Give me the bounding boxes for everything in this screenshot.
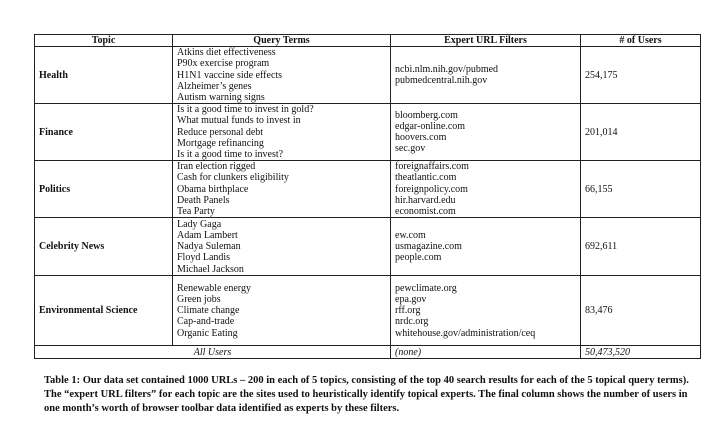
- url-filters-cell: [391, 218, 581, 276]
- users-count-cell: 692,611: [581, 218, 701, 276]
- url-filter: whitehouse.gov/administration/ceq: [395, 327, 536, 339]
- users-count-cell: 66,155: [581, 161, 701, 218]
- url-filter: hir.harvard.edu: [395, 194, 456, 206]
- query-term: Organic Eating: [177, 327, 238, 339]
- url-filter: pewclimate.org: [395, 282, 457, 294]
- url-filter: ncbi.nlm.nih.gov/pubmed: [395, 64, 499, 75]
- query-term: Climate change: [177, 305, 240, 317]
- query-term: Adam Lambert: [177, 229, 238, 241]
- query-terms-cell: [173, 161, 391, 218]
- url-filter: nrdc.org: [395, 316, 429, 328]
- query-term: Floyd Landis: [177, 252, 231, 264]
- topic-cell: Health: [35, 47, 173, 104]
- url-filter: people.com: [395, 252, 442, 264]
- query-term: Michael Jackson: [177, 263, 244, 275]
- url-filter: epa.gov: [395, 293, 427, 305]
- query-term: Mortgage refinancing: [177, 137, 264, 149]
- data-table-container: [34, 34, 700, 359]
- topic-cell: Politics: [35, 161, 173, 218]
- query-term: What mutual funds to invest in: [177, 115, 301, 127]
- table-row: [35, 161, 701, 218]
- query-term: Reduce personal debt: [177, 126, 264, 138]
- url-filters-cell: [391, 276, 581, 346]
- users-count-cell: 254,175: [581, 47, 701, 104]
- query-term: Autism warning signs: [177, 92, 265, 104]
- query-terms-cell: [173, 276, 391, 346]
- header-expert-url-filters: Expert URL Filters: [391, 35, 581, 47]
- query-term: Is it a good time to invest in gold?: [177, 104, 314, 116]
- query-term: Atkins diet effectiveness: [177, 47, 276, 59]
- users-count-cell: 83,476: [581, 276, 701, 346]
- header-num-users: # of Users: [581, 35, 701, 47]
- topic-cell: Finance: [35, 104, 173, 161]
- query-term: Obama birthplace: [177, 183, 249, 195]
- query-term: H1N1 vaccine side effects: [177, 69, 283, 81]
- all-users-count: 50,473,520: [581, 346, 701, 359]
- all-users-label: All Users: [35, 346, 391, 359]
- url-filters-cell: [391, 104, 581, 161]
- query-term: Alzheimer’s genes: [177, 80, 252, 92]
- query-term: P90x exercise program: [177, 58, 270, 70]
- url-filters-cell: [391, 161, 581, 218]
- all-users-row: [35, 346, 701, 359]
- url-filter: bloomberg.com: [395, 109, 458, 121]
- query-term: Green jobs: [177, 293, 221, 305]
- query-term: Death Panels: [177, 194, 230, 206]
- header-query-terms: Query Terms: [173, 35, 391, 47]
- url-filter: usmagazine.com: [395, 241, 462, 253]
- query-term: Renewable energy: [177, 282, 251, 294]
- query-term: Cap-and-trade: [177, 316, 235, 328]
- url-filter: sec.gov: [395, 143, 426, 155]
- table-row: [35, 276, 701, 346]
- url-filter: foreignpolicy.com: [395, 183, 468, 195]
- query-terms-cell: [173, 104, 391, 161]
- url-filter: pubmedcentral.nih.gov: [395, 75, 488, 87]
- topic-cell: Celebrity News: [35, 218, 173, 276]
- query-terms-cell: [173, 47, 391, 104]
- users-count-cell: 201,014: [581, 104, 701, 161]
- query-term: Lady Gaga: [177, 218, 222, 230]
- query-term: Tea Party: [177, 206, 215, 218]
- table-row: [35, 218, 701, 276]
- table-header-row: [35, 35, 701, 47]
- url-filter: ew.com: [395, 229, 426, 241]
- table-body: [35, 47, 701, 359]
- url-filter: rff.org: [395, 305, 421, 317]
- table-row: [35, 47, 701, 104]
- data-table: [34, 34, 701, 359]
- url-filter: foreignaffairs.com: [395, 161, 469, 173]
- url-filter: edgar-online.com: [395, 121, 466, 133]
- url-filter: hoovers.com: [395, 132, 447, 144]
- topic-cell: Environmental Science: [35, 276, 173, 346]
- all-users-filters: (none): [391, 346, 581, 359]
- query-term: Is it a good time to invest?: [177, 149, 284, 161]
- table-caption: Table 1: Our data set contained 1000 URLs – 200 in each of 5 topics, consisting of the top 40 search results for each of the 5 topical query terms). The “expert URL filters” for each topic are the sites used to heuristically identify topical experts. The final column shows the number of users in one month’s worth of browser toolbar data identified as experts by these filters.: [44, 375, 689, 414]
- query-term: Iran election rigged: [177, 161, 256, 173]
- query-terms-cell: [173, 218, 391, 276]
- url-filter: economist.com: [395, 206, 456, 218]
- query-term: Nadya Suleman: [177, 241, 241, 253]
- table-row: [35, 104, 701, 161]
- query-term: Cash for clunkers eligibility: [177, 172, 289, 184]
- url-filter: theatlantic.com: [395, 172, 457, 184]
- url-filters-cell: [391, 47, 581, 104]
- header-topic: Topic: [35, 35, 173, 47]
